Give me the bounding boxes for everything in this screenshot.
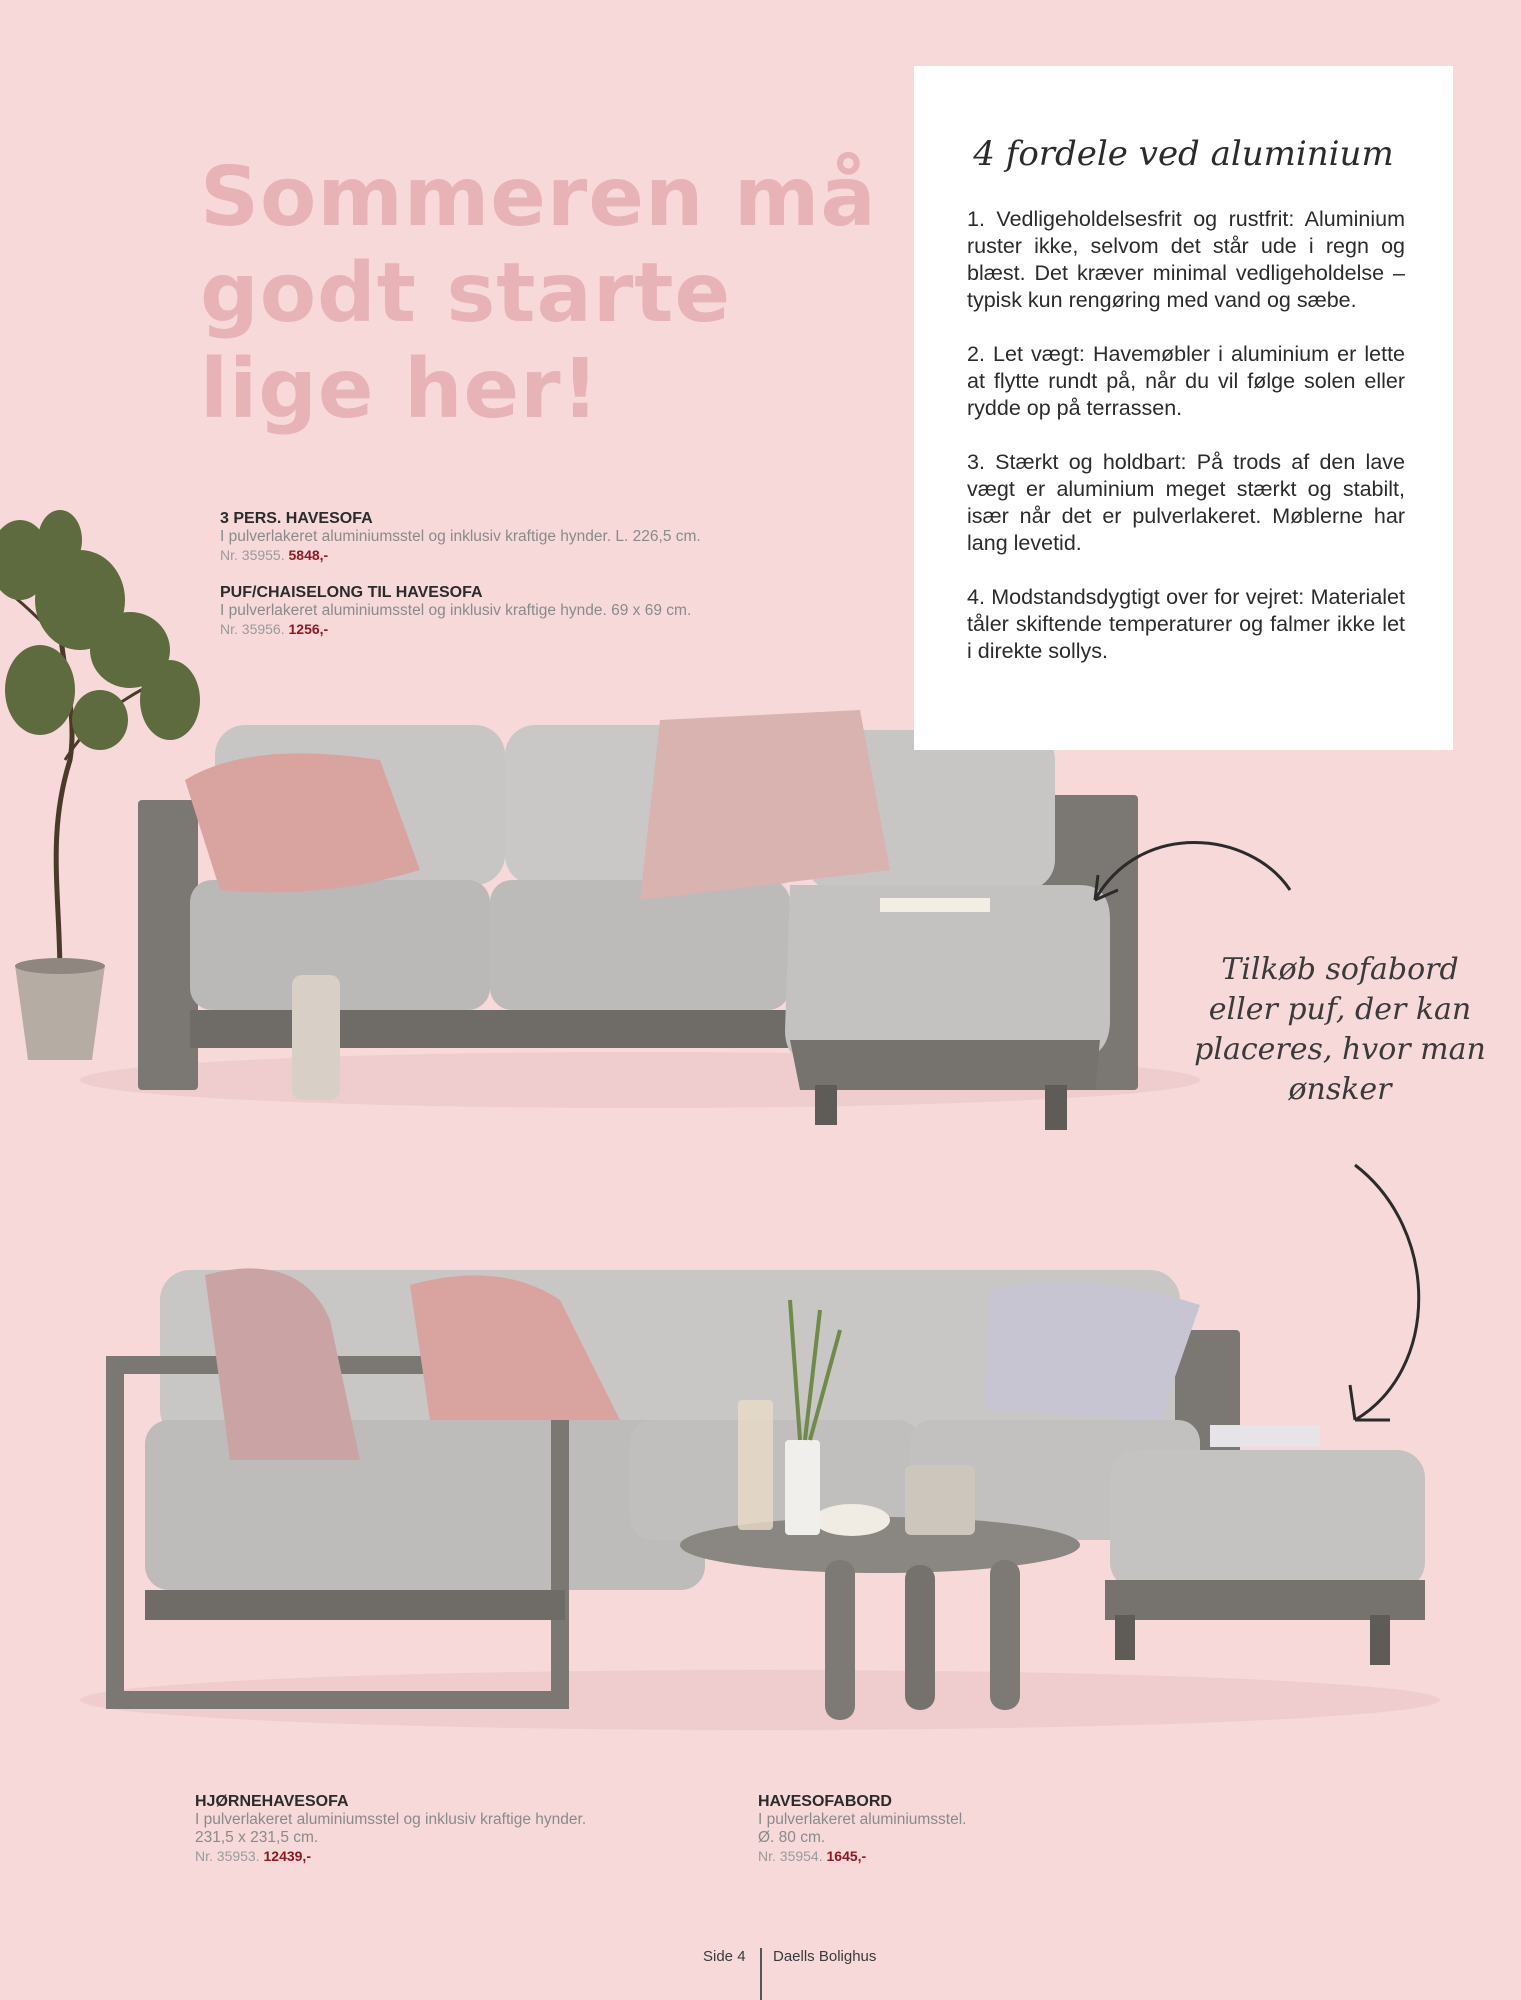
headline-line: godt starte [200, 246, 732, 341]
hand-note-line: ønsker [1288, 1072, 1392, 1107]
footer-brand: Daells Bolighus [773, 1948, 877, 1965]
product-name: HJØRNEHAVESOFA [195, 1793, 349, 1810]
hand-note-line: Tilkøb sofabord [1221, 952, 1459, 987]
product-description: I pulverlakeret aluminiumsstel. [758, 1811, 967, 1828]
product-havesofa [220, 510, 701, 564]
aluminium-info-box [914, 66, 1453, 750]
footer-divider [760, 1948, 762, 2000]
product-number: Nr. 35953. [195, 1848, 260, 1864]
hand-note-line: eller puf, der kan [1208, 992, 1472, 1027]
product-description: I pulverlakeret aluminiumsstel og inklusiv kraftige hynder. [195, 1811, 587, 1828]
product-description: I pulverlakeret aluminiumsstel og inklusiv kraftige hynde. 69 x 69 cm. [220, 602, 692, 619]
product-name: HAVESOFABORD [758, 1793, 892, 1810]
headline-line: lige her! [200, 342, 600, 437]
product-number: Nr. 35955. [220, 547, 285, 563]
hand-note-line: placeres, hvor man [1194, 1032, 1486, 1067]
info-point: 3. Stærkt og holdbart: På trods af den lave vægt er aluminium meget stærkt og stabilt, især når det er pulverlakeret. Møblerne har lang levetid. [967, 450, 1405, 555]
info-box-title: 4 fordele ved aluminium [973, 134, 1394, 174]
info-box-points [967, 206, 1405, 692]
headline [200, 150, 877, 438]
info-point: 4. Modstandsdygtigt over for vejret: Materialet tåler skiftende temperaturer og falmer ikke let i direkte sollys. [967, 585, 1405, 663]
product-dimensions: 231,5 x 231,5 cm. [195, 1829, 319, 1846]
product-price: 1645,- [826, 1848, 867, 1864]
product-price: 1256,- [288, 621, 329, 637]
info-point: 2. Let vægt: Havemøbler i aluminium er lette at flytte rundt på, når du vil følge solen eller rydde op på terrassen. [967, 342, 1405, 420]
product-number: Nr. 35954. [758, 1848, 823, 1864]
headline-line: Sommeren må [200, 150, 877, 245]
hjoernehavesofa-image [115, 1268, 1425, 1720]
product-description: I pulverlakeret aluminiumsstel og inklusiv kraftige hynder. L. 226,5 cm. [220, 528, 701, 545]
hand-note [1180, 950, 1500, 1110]
product-price: 12439,- [263, 1848, 311, 1864]
product-havesofabord [758, 1793, 966, 1865]
page-number: Side 4 [703, 1948, 746, 1965]
product-puf [220, 584, 691, 638]
product-dimensions: Ø. 80 cm. [758, 1829, 826, 1846]
product-hjoernehavesofa [195, 1793, 586, 1865]
product-number: Nr. 35956. [220, 621, 285, 637]
product-name: PUF/CHAISELONG TIL HAVESOFA [220, 584, 483, 601]
product-name: 3 PERS. HAVESOFA [220, 510, 373, 527]
arrow-bottom [1355, 1165, 1419, 1420]
product-price: 5848,- [288, 547, 329, 563]
info-point: 1. Vedligeholdelsesfrit og rustfrit: Aluminium ruster ikke, selvom det står ude i regn og blæst. Det kræver minimal vedligeholdelse – typisk kun rengøring med vand og sæbe. [967, 207, 1405, 312]
